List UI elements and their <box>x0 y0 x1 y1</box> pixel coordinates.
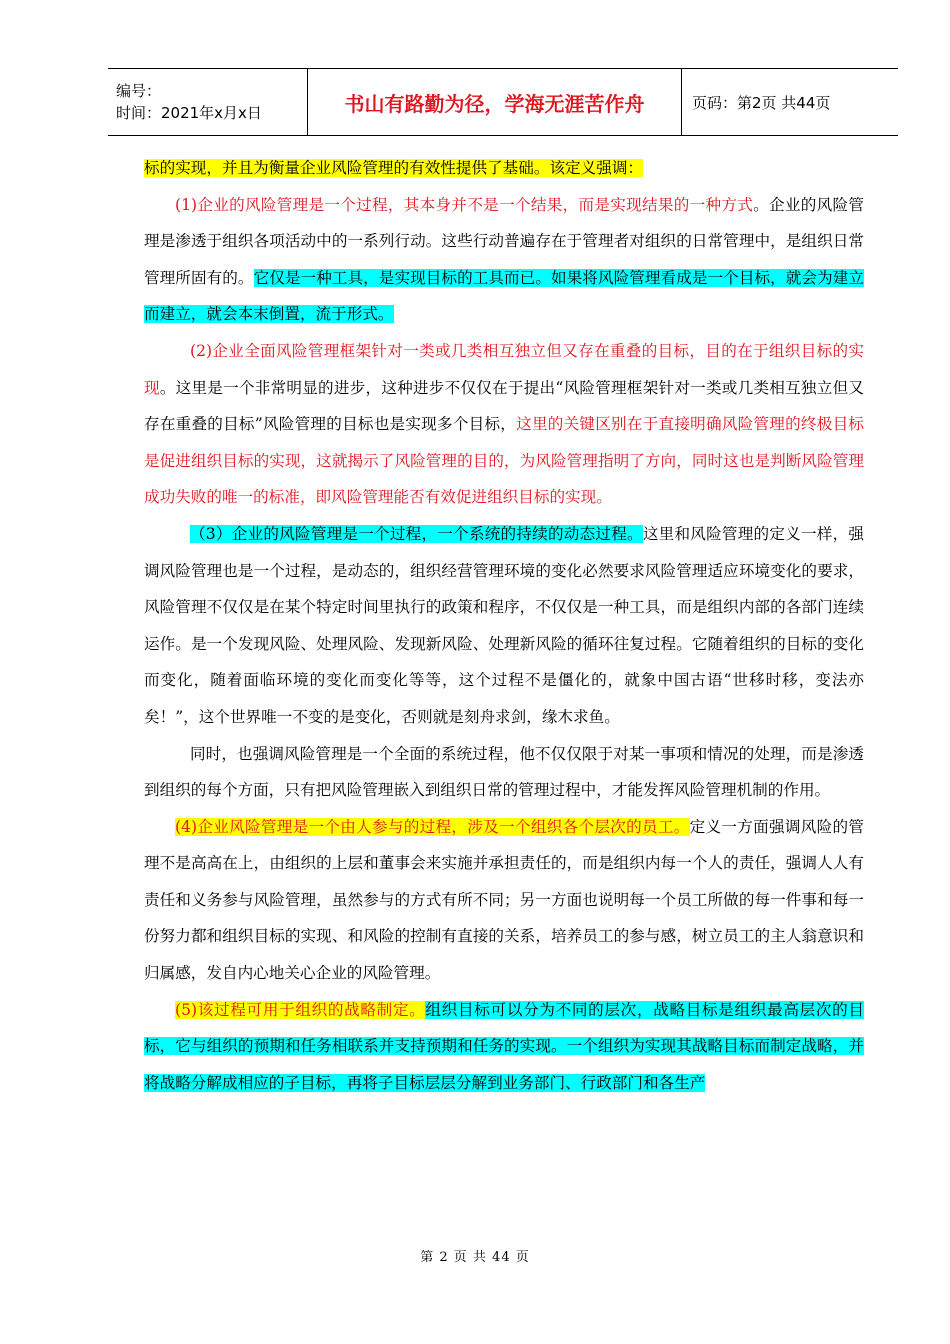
page-footer <box>0 1246 950 1265</box>
highlight-cyan: 它仅是一种工具，是实现目标的工具而已。如果将风险管理看成是一个目标，就会为建立而建立，就会本末倒置，流于形式。 <box>144 268 864 324</box>
header-motto <box>308 69 682 135</box>
point-1-heading: (1)企业的风险管理是一个过程，其本身并不是一个结果，而是实现结果的一种方式 <box>175 195 754 214</box>
point-3-heading: （3）企业的风险管理是一个过程，一个系统的持续的动态过程。 <box>190 524 643 543</box>
point-5-heading: (5)该过程可用于组织的战略制定。 <box>175 1000 426 1019</box>
paragraph-continuation: 同时，也强调风险管理是一个全面的系统过程，他不仅仅限于对某一事项和情况的处理，而是渗透到组织的每个方面，只有把风险管理嵌入到组织日常的管理过程中，才能发挥风险管理机制的作用。 <box>144 744 864 800</box>
point-2-text: 。这里是一个非常明显的进步，这种进步不仅仅在于提出“风险管理框架针对一类或几类相互独立但又存在重叠的目标”风险管理的目标也是实现多个目标， <box>144 378 864 434</box>
point-1-text: 。企业的风险管理是渗透于组织各项活动中的一系列行动。这些行动普遍存在于管理者对组织的日常管理中，是组织日常管理所固有的。 <box>144 195 864 287</box>
footer-page-number: 第 2 页 共 44 页 <box>420 1250 530 1265</box>
document-body <box>144 150 864 1101</box>
motto-text: 书山有路勤为径，学海无涯苦作舟 <box>344 91 645 116</box>
paragraph-point-3 <box>144 516 864 736</box>
page-number-label: 页码：第2页 共44页 <box>692 93 831 112</box>
paragraph-point-5 <box>144 992 864 1102</box>
paragraph-point-1 <box>144 187 864 333</box>
point-5-text: 组织目标可以分为不同的层次，战略目标是组织最高层次的目标，它与组织的预期和任务相联系并支持预期和任务的实现。一个组织为实现其战略目标而制定战略，并将战略分解成相应的子目标，再将子目标层层分解到业务部门、行政部门和各生产 <box>144 1000 864 1092</box>
point-4-heading: (4)企业风险管理是一个由人参与的过程，涉及一个组织各个层次的员工。 <box>175 817 690 836</box>
header-page-info <box>682 69 898 135</box>
point-2-heading: (2)企业全面风险管理框架针对一类或几类相互独立但又存在重叠的目标，目的在于组织目标的实现 <box>144 341 864 397</box>
header-meta <box>108 69 308 135</box>
page-header <box>108 68 898 136</box>
document-date: 时间：2021年x月x日 <box>116 104 262 122</box>
paragraph-intro <box>144 150 864 187</box>
point-4-text: 定义一方面强调风险的管理不是高高在上，由组织的上层和董事会来实施并承担责任的，而是组织内每一个人的责任，强调人人有责任和义务参与风险管理，虽然参与的方式有所不同；另一方面也说明每一个员工所做的每一件事和每一份努力都和组织目标的实现、和风险的控制有直接的关系，培养员工的参与感，树立员工的主人翁意识和归属感，发自内心地关心企业的风险管理。 <box>144 817 864 983</box>
highlight-yellow: 标的实现，并且为衡量企业风险管理的有效性提供了基础。该定义强调： <box>144 159 644 177</box>
document-number-label: 编号： <box>116 82 162 100</box>
point-3-text: 这里和风险管理的定义一样，强调风险管理也是一个过程，是动态的，组织经营管理环境的变化必然要求风险管理适应环境变化的要求，风险管理不仅仅是在某个特定时间里执行的政策和程序，不仅仅是一种工具，而是组织内部的各部门连续运作。是一个发现风险、处理风险、发现新风险、处理新风险的循环往复过程。它随着组织的目标的变化而变化，随着面临环境的变化而变化等等，这个过程不是僵化的，就象中国古语“世移时移，变法亦矣！”，这个世界唯一不变的是变化，否则就是刻舟求剑，缘木求鱼。 <box>144 524 864 726</box>
paragraph-point-2 <box>144 333 864 516</box>
point-2-emphasis: 这里的关键区别在于直接明确风险管理的终极目标是促进组织目标的实现，这就揭示了风险管理的目的，为风险管理指明了方向，同时这也是判断风险管理成功失败的唯一的标准，即风险管理能否有效促进组织目标的实现。 <box>144 415 864 507</box>
paragraph-point-4 <box>144 809 864 992</box>
